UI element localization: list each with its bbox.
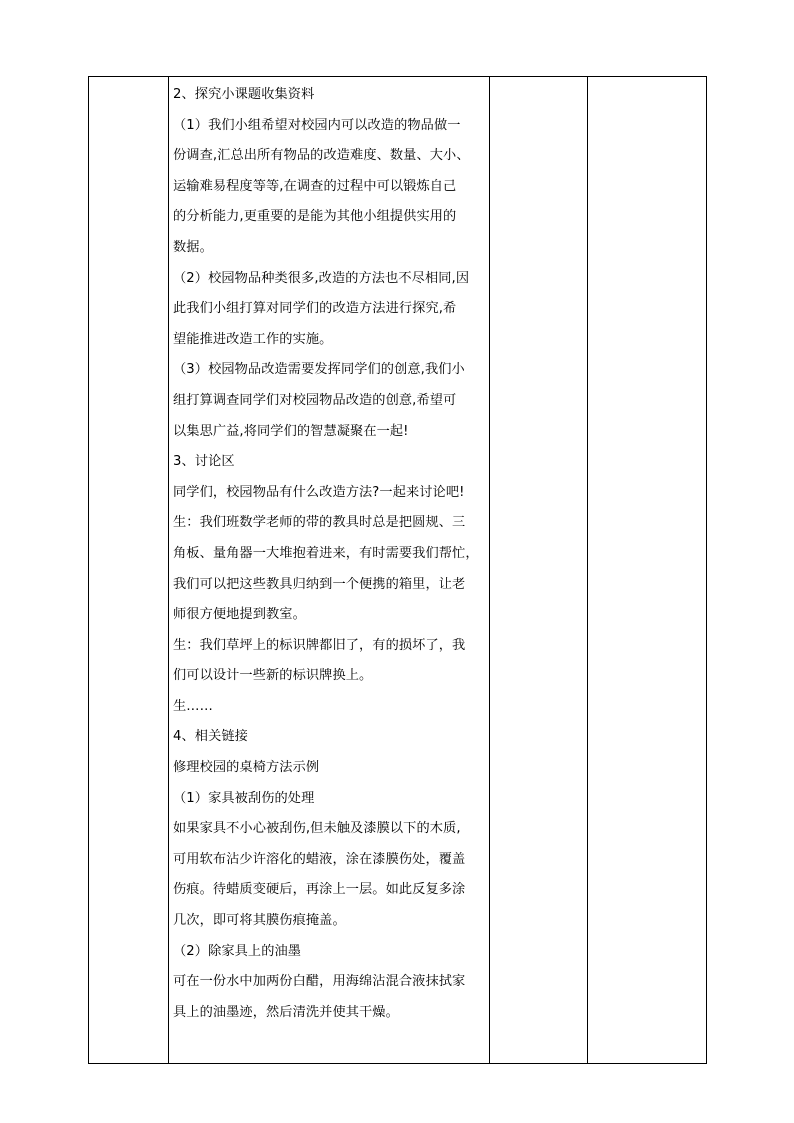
section-heading: 3、讨论区 (173, 454, 235, 470)
text-line: 组打算调查同学们对校园物品改造的创意,希望可 (173, 392, 457, 408)
text-line: 伤痕。待蜡质变硬后，再涂上一层。如此反复多涂 (173, 882, 466, 898)
text-line: （3）校园物品改造需要发挥同学们的创意,我们小 (173, 362, 465, 378)
text-line: 同学们，校园物品有什么改造方法?一起来讨论吧! (173, 484, 465, 500)
text-line: 具上的油墨迹，然后清洗并使其干燥。 (173, 1004, 399, 1020)
text-line: 可在一份水中加两份白醋，用海绵沾混合液抹拭家 (173, 974, 466, 990)
text-line: 数据。 (173, 239, 213, 255)
text-line: 师很方便地提到教室。 (173, 607, 306, 623)
text-line: （1）家具被刮伤的处理 (173, 790, 315, 806)
text-line: 生：我们草坪上的标识牌都旧了，有的损坏了，我 (173, 637, 466, 653)
column-divider (168, 77, 169, 1063)
text-line: 如果家具不小心被刮伤,但未触及漆膜以下的木质, (173, 821, 461, 837)
section-heading: 2、探究小课题收集资料 (173, 87, 315, 102)
text-line: （2）校园物品种类很多,改造的方法也不尽相同,因 (173, 270, 470, 286)
content-cell (173, 77, 485, 1028)
document-table (88, 76, 707, 1064)
text-line: 可用软布沾少许溶化的蜡液，涂在漆膜伤处，覆盖 (173, 851, 466, 867)
column-divider (587, 77, 588, 1063)
text-line: （1）我们小组希望对校园内可以改造的物品做一 (173, 117, 461, 133)
column-divider (489, 77, 490, 1063)
text-line: 生：我们班数学老师的带的教具时总是把圆规、三 (173, 515, 466, 531)
text-line: 角板、量角器一大堆抱着进来，有时需要我们帮忙， (173, 545, 479, 561)
text-line: 修理校园的桌椅方法示例 (173, 760, 320, 776)
section-heading: 4、相关链接 (173, 729, 248, 745)
text-line: 我们可以把这些教具归纳到一个便携的箱里，让老 (173, 576, 466, 592)
text-line: 们可以设计一些新的标识牌换上。 (173, 668, 373, 684)
text-line: 此我们小组打算对同学们的改造方法进行探究,希 (173, 301, 457, 317)
text-line: （2）除家具上的油墨 (173, 943, 302, 959)
text-line: 望能推进改造工作的实施。 (173, 331, 333, 347)
text-line: 的分析能力,更重要的是能为其他小组提供实用的 (173, 209, 457, 225)
text-line: 以集思广益,将同学们的智慧凝聚在一起! (173, 423, 409, 439)
text-line: 几次，即可将其膜伤痕掩盖。 (173, 913, 346, 929)
text-line: 运输难易程度等等,在调查的过程中可以锻炼自己 (173, 178, 457, 194)
text-line: 生…… (173, 698, 213, 714)
text-line: 份调查,汇总出所有物品的改造难度、数量、大小、 (173, 148, 470, 164)
